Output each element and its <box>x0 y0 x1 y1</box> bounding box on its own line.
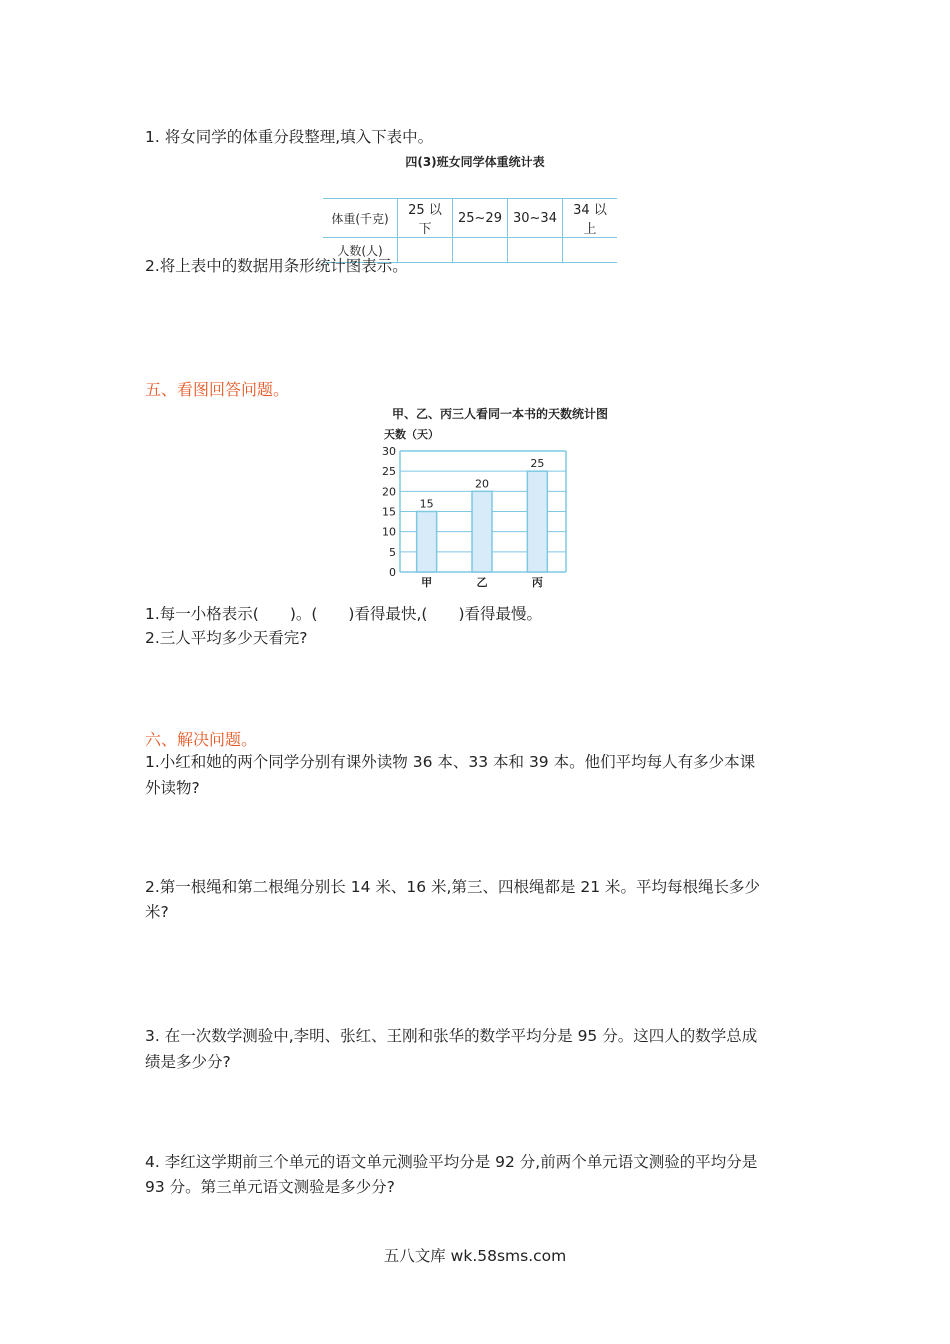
chart-data-label: 20 <box>475 477 489 491</box>
weight-table <box>323 198 617 263</box>
question-5-2: 2.三人平均多少天看完? <box>145 629 308 647</box>
question-6-2-line2: 米? <box>145 903 169 921</box>
chart-category-label: 甲 <box>421 576 433 589</box>
question-6-4-line2: 93 分。第三单元语文测验是多少分? <box>145 1178 395 1196</box>
table-header-count: 人数(人) <box>323 238 398 263</box>
question-5-1: 1.每一小格表示( )。( )看得最快,( )看得最慢。 <box>145 605 542 623</box>
chart-category-label: 乙 <box>476 576 488 589</box>
question-4-1: 1. 将女同学的体重分段整理,填入下表中。 <box>145 128 434 146</box>
chart-ytick-label: 15 <box>382 505 396 519</box>
chart-ylabel: 天数（天） <box>384 428 439 441</box>
question-4-2: 2.将上表中的数据用条形统计图表示。 <box>145 257 408 275</box>
table-header-weight: 体重(千克) <box>323 199 398 238</box>
chart-ytick-label: 0 <box>389 566 396 579</box>
question-6-3-line2: 绩是多少分? <box>145 1053 231 1071</box>
table-title: 四(3)班女同学体重统计表 <box>405 155 545 169</box>
footer-watermark: 五八文库 wk.58sms.com <box>383 1247 567 1265</box>
chart-ytick-label: 20 <box>382 485 396 499</box>
question-6-3-line1: 3. 在一次数学测验中,李明、张红、王刚和张华的数学平均分是 95 分。这四人的数学总成 <box>145 1027 758 1045</box>
chart-data-label: 15 <box>419 497 434 511</box>
chart-ytick-label: 5 <box>389 545 396 559</box>
table-row <box>323 199 617 238</box>
bar-chart <box>360 400 620 592</box>
section-5-heading: 五、看图回答问题。 <box>145 380 290 399</box>
chart-title: 甲、乙、丙三人看同一本书的天数统计图 <box>391 407 609 421</box>
question-6-4-line1: 4. 李红这学期前三个单元的语文单元测验平均分是 92 分,前两个单元语文测验的平均分是 <box>145 1153 758 1171</box>
table-cell-empty[interactable] <box>508 238 563 263</box>
table-cell-empty[interactable] <box>563 238 618 263</box>
chart-category-label: 丙 <box>531 576 543 589</box>
section-6-heading: 六、解决问题。 <box>145 730 258 749</box>
chart-ytick-label: 30 <box>382 445 396 458</box>
chart-bar <box>417 512 437 573</box>
chart-ytick-label: 25 <box>382 465 396 479</box>
question-6-2-line1: 2.第一根绳和第二根绳分别长 14 米、16 米,第三、四根绳都是 21 米。平均每根绳长多少 <box>145 878 761 896</box>
chart-data-label: 25 <box>530 457 545 471</box>
table-cell: 25 以下 <box>398 199 453 238</box>
table-cell-empty[interactable] <box>453 238 508 263</box>
table-cell: 30~34 <box>508 199 563 238</box>
chart-ytick-label: 10 <box>382 525 396 539</box>
question-6-1-line1: 1.小红和她的两个同学分别有课外读物 36 本、33 本和 39 本。他们平均每人有多少本课 <box>145 753 756 771</box>
chart-bar <box>527 471 547 572</box>
table-cell: 34 以上 <box>563 199 618 238</box>
chart-bar <box>472 491 492 572</box>
table-cell: 25~29 <box>453 199 508 238</box>
question-6-1-line2: 外读物? <box>145 779 200 797</box>
